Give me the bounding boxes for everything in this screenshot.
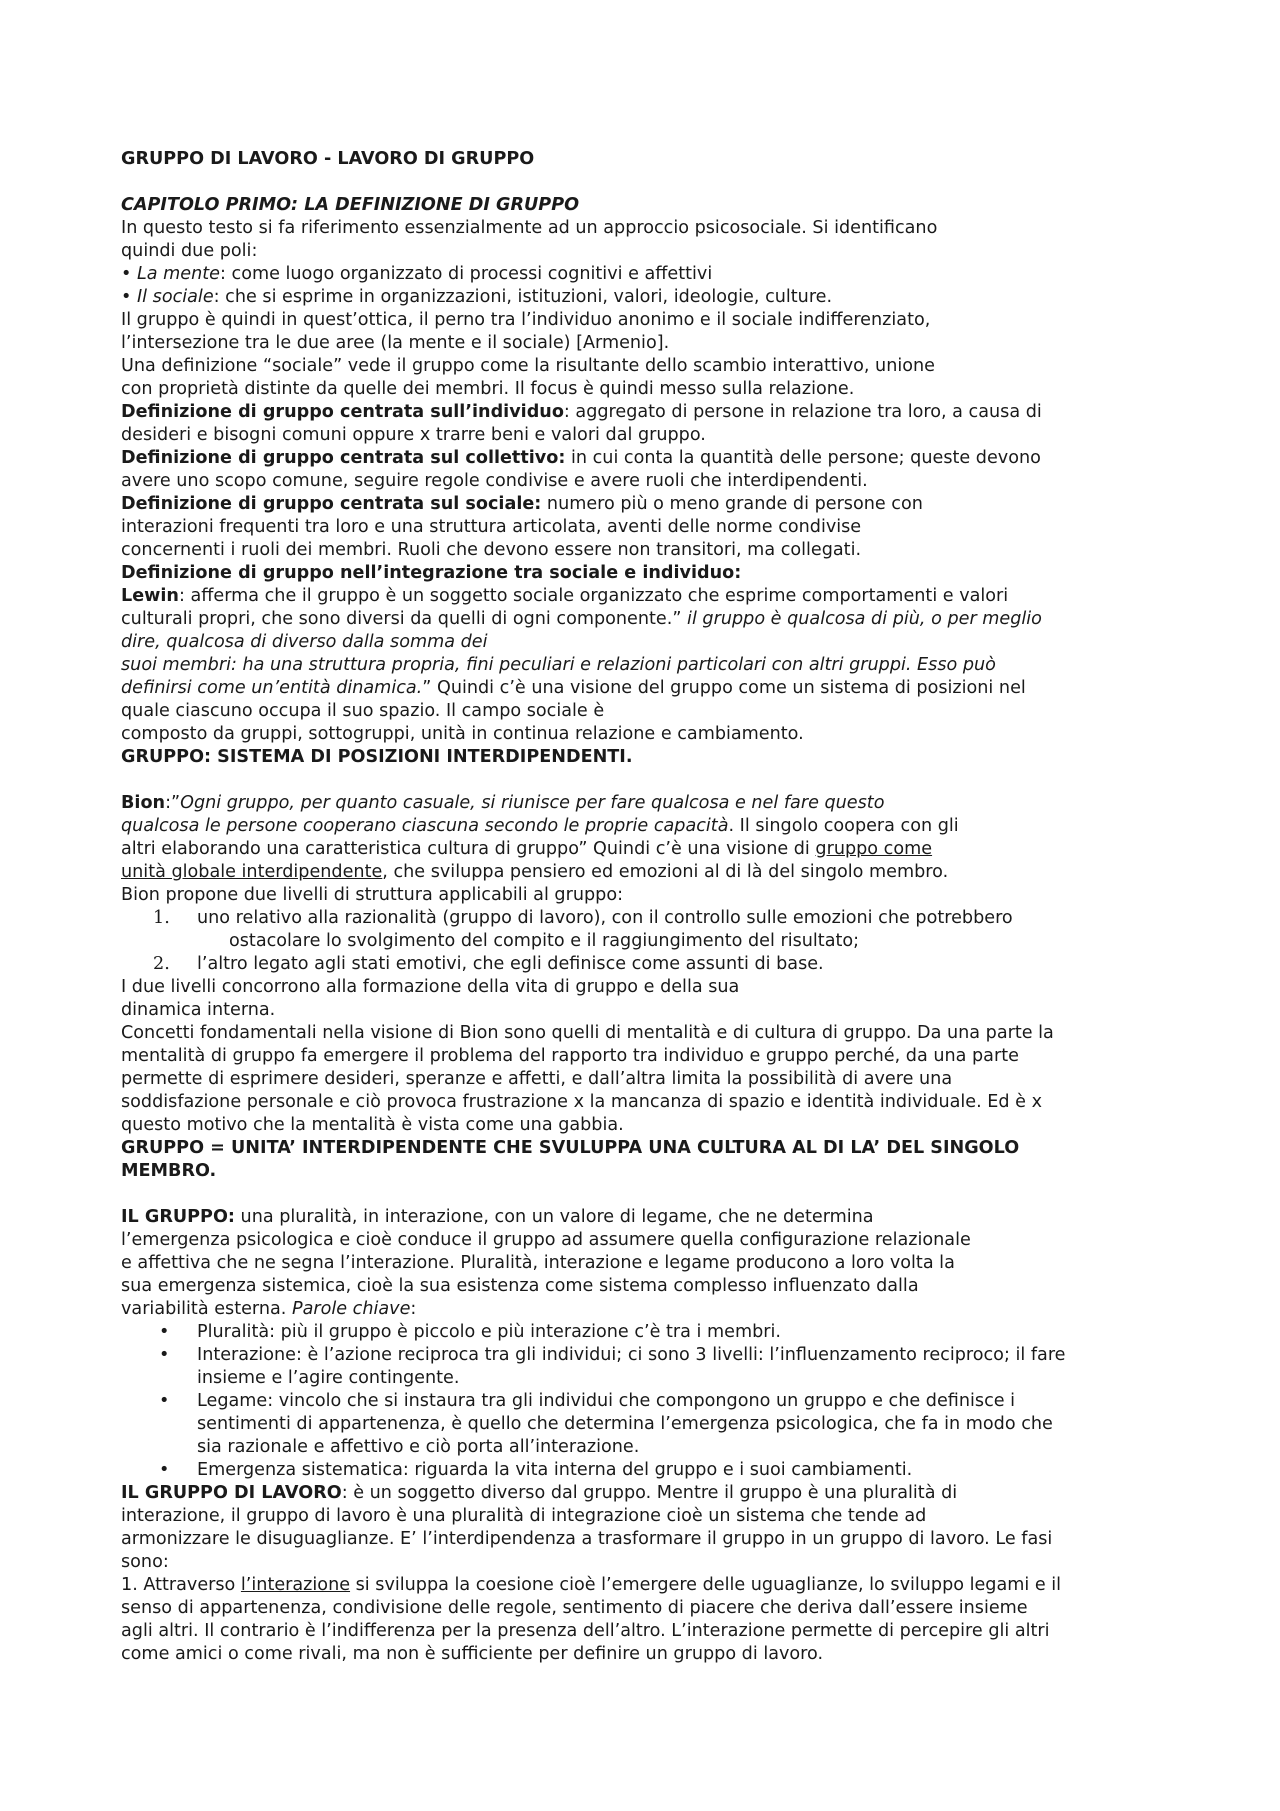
list-item: • Emergenza sistematica: riguarda la vita interna del gruppo e i suoi cambiamenti.	[159, 1460, 913, 1480]
paragraph-line: questo motivo che la mentalità è vista come una gabbia.	[121, 1115, 624, 1135]
keywords-list	[121, 1321, 1166, 1482]
bion-paragraph: Bion:”Ogni gruppo, per quanto casuale, si riunisce per fare qualcosa e nel fare questo	[121, 793, 885, 813]
paragraph-line: agli altri. Il contrario è l’indifferenza per la presenza dell’altro. L’interazione permette di percepire gli altri	[121, 1621, 1050, 1641]
paragraph-line: I due livelli concorrono alla formazione della vita di gruppo e della sua	[121, 977, 740, 997]
section-heading: MEMBRO.	[121, 1161, 217, 1181]
definition-integration: Definizione di gruppo nell’integrazione tra sociale e individuo:	[121, 563, 742, 583]
pole-item-mind: • La mente: come luogo organizzato di processi cognitivi e affettivi	[121, 264, 713, 284]
list-item: • Interazione: è l’azione reciproca tra gli individui; ci sono 3 livelli: l’influenzamento reciproco; il fare	[159, 1345, 1066, 1365]
list-item-continuation: sentimenti di appartenenza, è quello che determina l’emergenza psicologica, che fa in modo che	[197, 1414, 1053, 1434]
pole-term: La mente	[136, 264, 220, 284]
paragraph-line: mentalità di gruppo fa emergere il problema del rapporto tra individuo e gruppo perché, da una parte	[121, 1046, 1019, 1066]
paragraph-line: dinamica interna.	[121, 1000, 276, 1020]
paragraph-line: concernenti i ruoli dei membri. Ruoli che devono essere non transitori, ma collegati.	[121, 540, 862, 560]
document-page	[121, 148, 1166, 1666]
paragraph-line: dire, qualcosa di diverso dalla somma dei	[121, 632, 488, 652]
paragraph-line: unità globale interdipendente, che sviluppa pensiero ed emozioni al di là del singolo membro.	[121, 862, 949, 882]
paragraph-line: interazioni frequenti tra loro e una struttura articolata, aventi delle norme condivise	[121, 517, 862, 537]
paragraph-line: Concetti fondamentali nella visione di Bion sono quelli di mentalità e di cultura di gruppo. Da una parte la	[121, 1023, 1054, 1043]
definition-individual: Definizione di gruppo centrata sull’individuo: aggregato di persone in relazione tra loro, a causa di	[121, 402, 1042, 422]
paragraph-line: sua emergenza sistemica, cioè la sua esistenza come sistema complesso influenzato dalla	[121, 1276, 919, 1296]
paragraph-line: Una definizione “sociale” vede il gruppo come la risultante dello scambio interattivo, unione	[121, 356, 935, 376]
paragraph-line: quale ciascuno occupa il suo spazio. Il campo sociale è	[121, 701, 605, 721]
list-item-continuation: sia razionale e affettivo e ciò porta all’interazione.	[197, 1437, 640, 1457]
paragraph-line: interazione, il gruppo di lavoro è una pluralità di integrazione cioè un sistema che tende ad	[121, 1506, 927, 1526]
list-item: • Pluralità: più il gruppo è piccolo e più interazione c’è tra i membri.	[159, 1322, 781, 1342]
section-heading: GRUPPO = UNITA’ INTERDIPENDENTE CHE SVULUPPA UNA CULTURA AL DI LA’ DEL SINGOLO	[121, 1138, 1020, 1158]
list-item-continuation: ostacolare lo svolgimento del compito e il raggiungimento del risultato;	[229, 931, 860, 951]
chapter-heading: CAPITOLO PRIMO: LA DEFINIZIONE DI GRUPPO	[121, 195, 580, 215]
paragraph-line: avere uno scopo comune, seguire regole condivise e avere ruoli che interdipendenti.	[121, 471, 868, 491]
paragraph-line: composto da gruppi, sottogruppi, unità in continua relazione e cambiamento.	[121, 724, 804, 744]
paragraph-line: quindi due poli:	[121, 241, 258, 261]
document-title: GRUPPO DI LAVORO - LAVORO DI GRUPPO	[121, 149, 535, 169]
paragraph-line: senso di appartenenza, condivisione delle regole, sentimento di piacere che deriva dall’essere insieme	[121, 1598, 1028, 1618]
work-group-definition: IL GRUPPO DI LAVORO: è un soggetto diverso dal gruppo. Mentre il gruppo è una pluralità di	[121, 1483, 958, 1503]
paragraph-line: altri elaborando una caratteristica cultura di gruppo” Quindi c’è una visione di gruppo come	[121, 839, 933, 859]
paragraph-line: come amici o come rivali, ma non è sufficiente per definire un gruppo di lavoro.	[121, 1644, 824, 1664]
paragraph-line: l’intersezione tra le due aree (la mente e il sociale) [Armenio].	[121, 333, 670, 353]
lewin-paragraph: Lewin: afferma che il gruppo è un soggetto sociale organizzato che esprime comportamenti e valori	[121, 586, 1009, 606]
group-definition: IL GRUPPO: una pluralità, in interazione, con un valore di legame, che ne determina	[121, 1207, 874, 1227]
definition-collective: Definizione di gruppo centrata sul collettivo: in cui conta la quantità delle persone; queste devono	[121, 448, 1041, 468]
paragraph-line: In questo testo si fa riferimento essenzialmente ad un approccio psicosociale. Si identificano	[121, 218, 938, 238]
list-item-continuation: insieme e l’agire contingente.	[197, 1368, 460, 1388]
paragraph-line: 1. Attraverso l’interazione si sviluppa la coesione cioè l’emergere delle uguaglianze, lo sviluppo legami e il	[121, 1575, 1062, 1595]
paragraph-line: permette di esprimere desideri, speranze e affetti, e dall’altra limita la possibilità di avere una	[121, 1069, 953, 1089]
section-heading: GRUPPO: SISTEMA DI POSIZIONI INTERDIPENDENTI.	[121, 747, 633, 767]
list-item: • Legame: vincolo che si instaura tra gli individui che compongono un gruppo e che definisce i	[159, 1391, 1016, 1411]
list-item: 2. l’altro legato agli stati emotivi, che egli definisce come assunti di base.	[153, 954, 824, 974]
paragraph-line: desideri e bisogni comuni oppure x trarre beni e valori dal gruppo.	[121, 425, 706, 445]
pole-term: Il sociale	[136, 287, 214, 307]
paragraph-line: suoi membri: ha una struttura propria, fini peculiari e relazioni particolari con altri gruppi. Esso può	[121, 655, 996, 675]
paragraph-line: culturali propri, che sono diversi da quelli di ogni componente.” il gruppo è qualcosa di più, o per meglio	[121, 609, 1042, 629]
paragraph-line: e affettiva che ne segna l’interazione. Pluralità, interazione e legame producono a loro volta la	[121, 1253, 955, 1273]
levels-list	[121, 907, 1166, 976]
list-item: 1. uno relativo alla razionalità (gruppo di lavoro), con il controllo sulle emozioni che potrebbero	[153, 908, 1013, 928]
pole-item-social: • Il sociale: che si esprime in organizzazioni, istituzioni, valori, ideologie, culture.	[121, 287, 833, 307]
definition-social: Definizione di gruppo centrata sul sociale: numero più o meno grande di persone con	[121, 494, 923, 514]
paragraph-line: variabilità esterna. Parole chiave:	[121, 1299, 417, 1319]
paragraph-line: Il gruppo è quindi in quest’ottica, il perno tra l’individuo anonimo e il sociale indifferenziato,	[121, 310, 931, 330]
paragraph-line: sono:	[121, 1552, 169, 1572]
paragraph-line: l’emergenza psicologica e cioè conduce il gruppo ad assumere quella configurazione relazionale	[121, 1230, 971, 1250]
paragraph-line: armonizzare le disuguaglianze. E’ l’interdipendenza a trasformare il gruppo in un gruppo di lavoro. Le fasi	[121, 1529, 1053, 1549]
paragraph-line: qualcosa le persone cooperano ciascuna secondo le proprie capacità. Il singolo coopera con gli	[121, 816, 959, 836]
paragraph-line: definirsi come un’entità dinamica.” Quindi c’è una visione del gruppo come un sistema di posizioni nel	[121, 678, 1026, 698]
paragraph-line: soddisfazione personale e ciò provoca frustrazione x la mancanza di spazio e identità individuale. Ed è x	[121, 1092, 1042, 1112]
paragraph-line: con proprietà distinte da quelle dei membri. Il focus è quindi messo sulla relazione.	[121, 379, 855, 399]
paragraph-line: Bion propone due livelli di struttura applicabili al gruppo:	[121, 885, 624, 905]
